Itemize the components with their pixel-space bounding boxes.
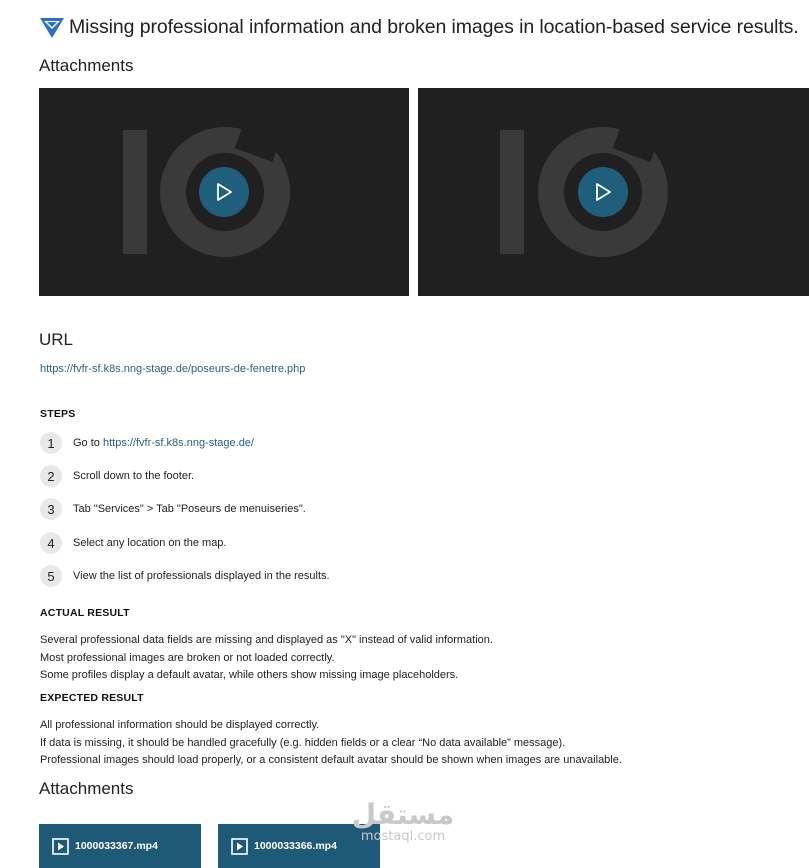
actual-result-line: Some profiles display a default avatar, while others show missing image placeholders.: [40, 669, 459, 681]
video-file-icon: [231, 838, 248, 855]
step-number: 2: [40, 465, 62, 487]
video-file-icon: [52, 838, 69, 855]
video-thumbnail-1[interactable]: [39, 88, 409, 296]
step-4: [40, 532, 226, 554]
video-thumbnail-2[interactable]: [418, 88, 809, 296]
expected-result-line: Professional images should load properly, or a consistent default avatar should be shown when images are unavailable.: [40, 754, 622, 766]
step-link[interactable]: https://fvfr-sf.k8s.nng-stage.de/: [102, 437, 254, 449]
watermark-arabic: مستقل: [351, 798, 455, 831]
steps-label: STEPS: [40, 408, 76, 420]
step-1: [40, 432, 254, 454]
step-number: 3: [40, 498, 62, 520]
issue-title: Missing professional information and broken images in location-based service results.: [69, 16, 799, 38]
expected-result-label: EXPECTED RESULT: [40, 692, 144, 704]
app-logo-icon: [40, 17, 64, 39]
expected-result-text: [40, 717, 622, 770]
actual-result-line: Most professional images are broken or not loaded correctly.: [40, 651, 335, 664]
expected-result-line: All professional information should be displayed correctly.: [40, 719, 320, 731]
play-button[interactable]: [578, 167, 628, 217]
actual-result-label: ACTUAL RESULT: [40, 607, 130, 619]
step-text: Select any location on the map.: [73, 537, 227, 549]
watermark-latin: mostaql.com: [360, 829, 446, 844]
step-number: 1: [40, 432, 62, 454]
attachments-heading: Attachments: [39, 56, 134, 75]
play-icon: [216, 183, 232, 201]
attachment-file-name: 1000033367.mp4: [75, 840, 158, 852]
step-5: [40, 565, 330, 587]
step-number: 4: [40, 532, 62, 554]
attachment-file-name: 1000033366.mp4: [254, 840, 337, 852]
step-3: [40, 498, 306, 520]
actual-result-text: [40, 632, 493, 685]
issue-title-row: [40, 16, 799, 39]
attachments-bottom-heading: Attachments: [39, 779, 134, 798]
step-text: Scroll down to the footer.: [73, 470, 195, 482]
page-url-link[interactable]: https://fvfr-sf.k8s.nng-stage.de/poseurs-de-fenetre.php: [40, 363, 306, 375]
step-text: View the list of professionals displayed in the results.: [73, 570, 330, 582]
step-text: Tab "Services" > Tab "Poseurs de menuiseries".: [73, 503, 306, 515]
step-2: [40, 465, 194, 487]
step-text-prefix: Go to: [73, 437, 103, 449]
watermark: [350, 800, 456, 844]
step-text: [73, 437, 254, 449]
url-heading: URL: [39, 330, 74, 349]
actual-result-line: Several professional data fields are missing and displayed as "X" instead of valid information.: [40, 634, 493, 646]
attachment-file-1[interactable]: [39, 824, 201, 868]
play-button[interactable]: [199, 167, 249, 217]
step-number: 5: [40, 565, 62, 587]
expected-result-line: If data is missing, it should be handled gracefully (e.g. hidden fields or a clear “No data available” message).: [40, 736, 566, 749]
play-icon: [595, 183, 611, 201]
